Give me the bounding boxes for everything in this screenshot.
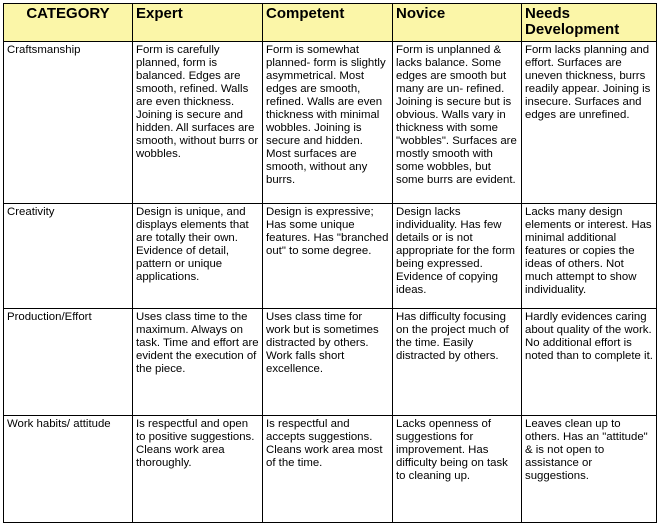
header-competent: Competent [263,4,393,42]
cell-expert: Design is unique, and displays elements that are totally their own. Evidence of detail, pattern or unique applications. [133,204,263,309]
table-row [4,416,657,523]
cell-expert: Form is carefully planned, form is balanced. Edges are smooth, refined. Walls are even thickness. Joining is secure and hidden. All surfaces are smooth, without burrs or wobbles. [133,42,263,204]
cell-competent: Uses class time for work but is sometimes distracted by others. Work falls short excellence. [263,309,393,416]
cell-competent: Form is somewhat planned- form is slightly asymmetrical. Most edges are smooth, refined. Walls are even thickness with minimal wobbles. Joining is secure and hidden. Most surfaces are smooth, without any burrs. [263,42,393,204]
cell-novice: Form is unplanned & lacks balance. Some edges are smooth but many are un- refined. Joining is secure but is obvious. Walls vary in thickness with some "wobbles". Surfaces are mostly smooth with some wobbles, but some burrs are evident. [393,42,522,204]
header-novice: Novice [393,4,522,42]
header-category: CATEGORY [4,4,133,42]
header-row [4,4,657,42]
table-row [4,42,657,204]
cell-competent: Design is expressive; Has some unique features. Has "branched out" to some degree. [263,204,393,309]
cell-expert: Is respectful and open to positive suggestions. Cleans work area thoroughly. [133,416,263,523]
cell-needs-development: Hardly evidences caring about quality of the work. No additional effort is noted than to complete it. [522,309,657,416]
cell-competent: Is respectful and accepts suggestions. Cleans work area most of the time. [263,416,393,523]
row-category: Production/Effort [4,309,133,416]
row-category: Craftsmanship [4,42,133,204]
rubric-table [3,3,657,523]
cell-needs-development: Leaves clean up to others. Has an "attitude" & is not open to assistance or suggestions. [522,416,657,523]
cell-novice: Lacks openness of suggestions for improvement. Has difficulty being on task to cleaning up. [393,416,522,523]
cell-novice: Has difficulty focusing on the project much of the time. Easily distracted by others. [393,309,522,416]
header-needs-development: Needs Development [522,4,657,42]
header-expert: Expert [133,4,263,42]
cell-needs-development: Lacks many design elements or interest. Has minimal additional features or copies the ideas of others. Not much attempt to show individuality. [522,204,657,309]
table-row [4,309,657,416]
cell-novice: Design lacks individuality. Has few details or is not appropriate for the form being expressed. Evidence of copying ideas. [393,204,522,309]
row-category: Work habits/ attitude [4,416,133,523]
cell-needs-development: Form lacks planning and effort. Surfaces are uneven thickness, burrs readily appear. Joining is insecure. Surfaces and edges are unrefined. [522,42,657,204]
table-row [4,204,657,309]
cell-expert: Uses class time to the maximum. Always on task. Time and effort are evident the execution of the piece. [133,309,263,416]
row-category: Creativity [4,204,133,309]
